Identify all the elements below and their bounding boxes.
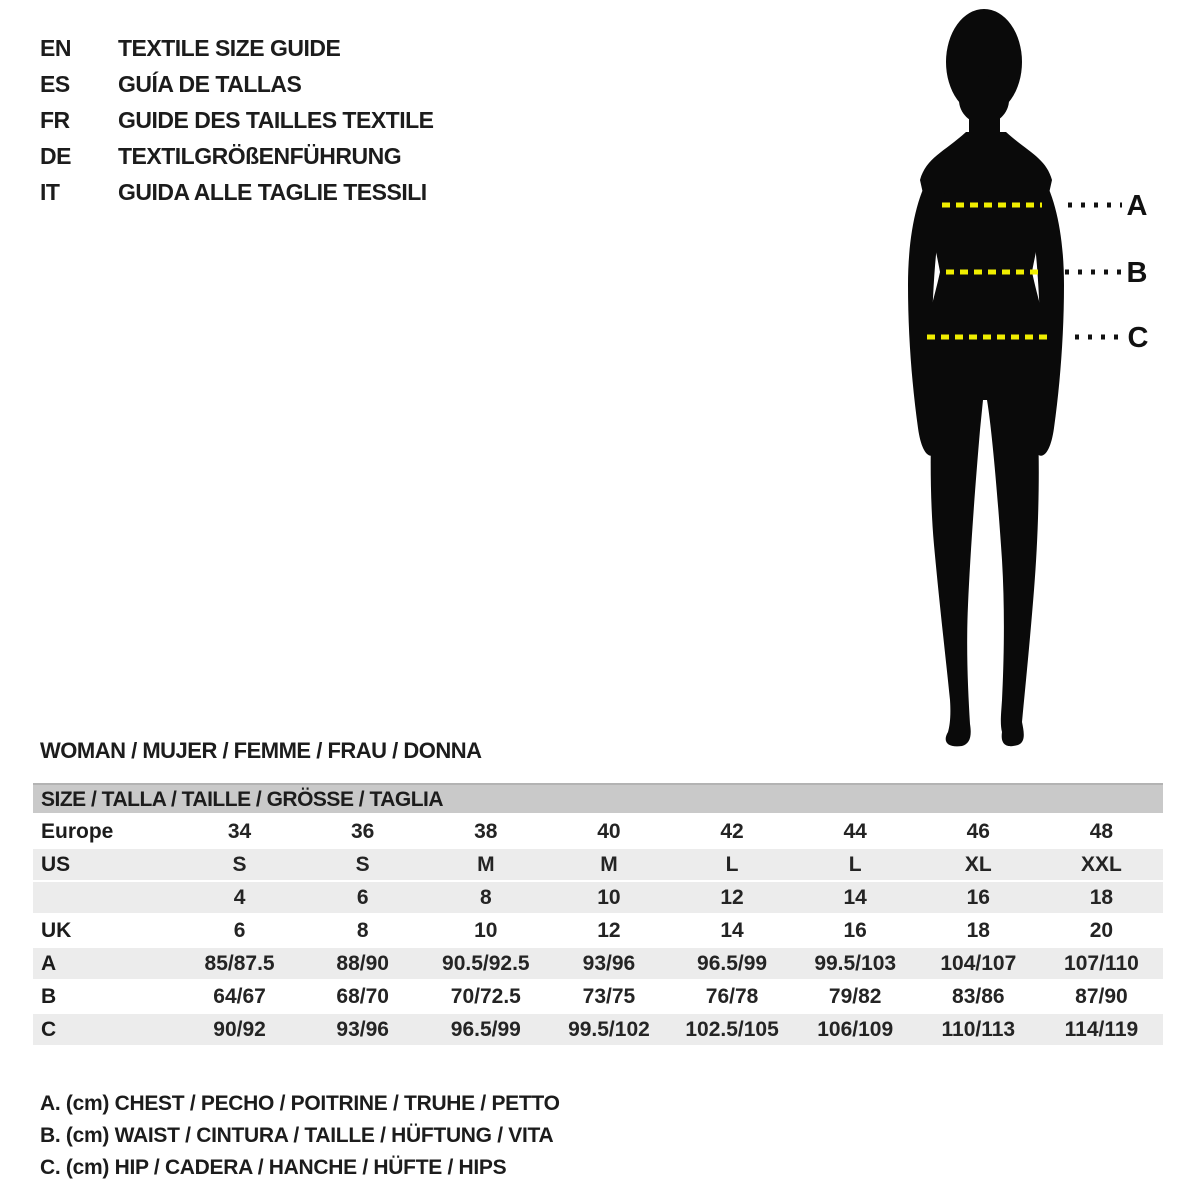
size-cell: 16 (966, 885, 990, 909)
language-title: TEXTILE SIZE GUIDE (118, 34, 341, 61)
size-cell: 14 (720, 918, 744, 942)
size-cell: 73/75 (582, 984, 636, 1008)
size-cell: 12 (597, 918, 621, 942)
table-row (33, 948, 1163, 979)
chest-measure-label: A (1126, 190, 1148, 222)
legend (40, 1088, 560, 1184)
table-row (33, 849, 1163, 880)
language-title: TEXTILGRÖßENFÜHRUNG (118, 142, 402, 169)
woman-silhouette-figure (880, 0, 1180, 750)
size-cell: 99.5/102 (568, 1017, 650, 1041)
size-cell: XL (964, 852, 992, 876)
woman-silhouette (908, 9, 1064, 746)
size-cell: XXL (1081, 852, 1122, 876)
size-cell: 104/107 (940, 951, 1017, 975)
size-cell: 83/86 (952, 984, 1005, 1008)
size-cell: 64/67 (213, 984, 266, 1008)
size-cell: M (600, 852, 618, 876)
table-row (33, 1014, 1163, 1045)
section-title: WOMAN / MUJER / FEMME / FRAU / DONNA (40, 738, 482, 763)
size-cell: 93/96 (582, 951, 636, 975)
language-code: FR (40, 106, 70, 133)
row-label: C (41, 1017, 57, 1041)
legend-line: B. (cm) WAIST / CINTURA / TAILLE / HÜFTUNG / VITA (40, 1124, 554, 1147)
size-cell: 88/90 (336, 951, 389, 975)
size-cell: 44 (843, 819, 867, 843)
language-row (40, 174, 434, 210)
table-row (33, 882, 1163, 913)
size-cell: 96.5/99 (450, 1017, 521, 1041)
row-label: B (41, 984, 57, 1008)
size-cell: L (848, 852, 862, 876)
size-cell: 110/113 (941, 1017, 1016, 1041)
language-title: GUIDE DES TAILLES TEXTILE (118, 106, 434, 133)
size-cell: 34 (227, 819, 252, 843)
table-row (33, 915, 1163, 946)
row-label: A (41, 951, 57, 975)
language-row (40, 138, 434, 174)
size-table-header: SIZE / TALLA / TAILLE / GRÖSSE / TAGLIA (33, 783, 1163, 813)
row-label: US (41, 852, 71, 876)
language-list (40, 30, 434, 210)
size-cell: 10 (474, 918, 498, 942)
waist-measure-label: B (1126, 257, 1148, 289)
size-cell: 12 (720, 885, 744, 909)
table-row (33, 816, 1163, 847)
size-cell: 76/78 (705, 984, 759, 1008)
size-cell: 96.5/99 (697, 951, 768, 975)
size-cell: 42 (720, 819, 744, 843)
size-table (33, 783, 1163, 1047)
size-cell: S (355, 852, 370, 876)
hip-measure-label: C (1127, 322, 1149, 354)
size-table-body (33, 816, 1163, 1045)
legend-line: A. (cm) CHEST / PECHO / POITRINE / TRUHE / PETTO (40, 1092, 560, 1115)
size-cell: S (232, 852, 247, 876)
size-cell: 14 (843, 885, 867, 909)
size-cell: 6 (233, 918, 246, 942)
size-cell: 90/92 (213, 1017, 266, 1041)
size-cell: M (477, 852, 495, 876)
size-cell: 10 (597, 885, 621, 909)
language-row (40, 66, 434, 102)
language-code: IT (40, 178, 60, 205)
language-title: GUÍA DE TALLAS (118, 70, 302, 97)
size-cell: 18 (1089, 885, 1114, 909)
legend-line: C. (cm) HIP / CADERA / HANCHE / HÜFTE / HIPS (40, 1156, 507, 1179)
size-cell: 6 (356, 885, 369, 909)
size-cell: 36 (351, 819, 375, 843)
size-cell: 20 (1089, 918, 1114, 942)
language-row (40, 30, 434, 66)
row-label: Europe (41, 819, 114, 843)
size-cell: 18 (966, 918, 990, 942)
size-cell: 114/119 (1064, 1017, 1139, 1041)
size-cell: 85/87.5 (204, 951, 275, 975)
size-cell: 87/90 (1075, 984, 1128, 1008)
size-cell: 4 (233, 885, 246, 909)
woman-silhouette-svg (880, 0, 1180, 750)
size-cell: 16 (843, 918, 867, 942)
size-cell: 79/82 (828, 984, 882, 1008)
language-code: ES (40, 70, 70, 97)
size-cell: 102.5/105 (685, 1017, 779, 1041)
size-cell: 68/70 (336, 984, 389, 1008)
size-cell: 106/109 (817, 1017, 894, 1041)
language-title: GUIDA ALLE TAGLIE TESSILI (118, 178, 427, 205)
language-row (40, 102, 434, 138)
size-cell: 38 (474, 819, 498, 843)
size-cell: 107/110 (1064, 951, 1139, 975)
size-cell: 8 (356, 918, 369, 942)
language-code: DE (40, 142, 71, 169)
row-label: UK (41, 918, 72, 942)
size-cell: 90.5/92.5 (442, 951, 530, 975)
size-cell: 8 (479, 885, 492, 909)
size-cell: 70/72.5 (450, 984, 521, 1008)
size-cell: 93/96 (336, 1017, 389, 1041)
size-cell: 99.5/103 (814, 951, 897, 975)
size-cell: L (725, 852, 739, 876)
table-row (33, 981, 1163, 1012)
size-cell: 48 (1089, 819, 1114, 843)
size-cell: 40 (597, 819, 621, 843)
size-cell: 46 (966, 819, 990, 843)
language-code: EN (40, 34, 71, 61)
